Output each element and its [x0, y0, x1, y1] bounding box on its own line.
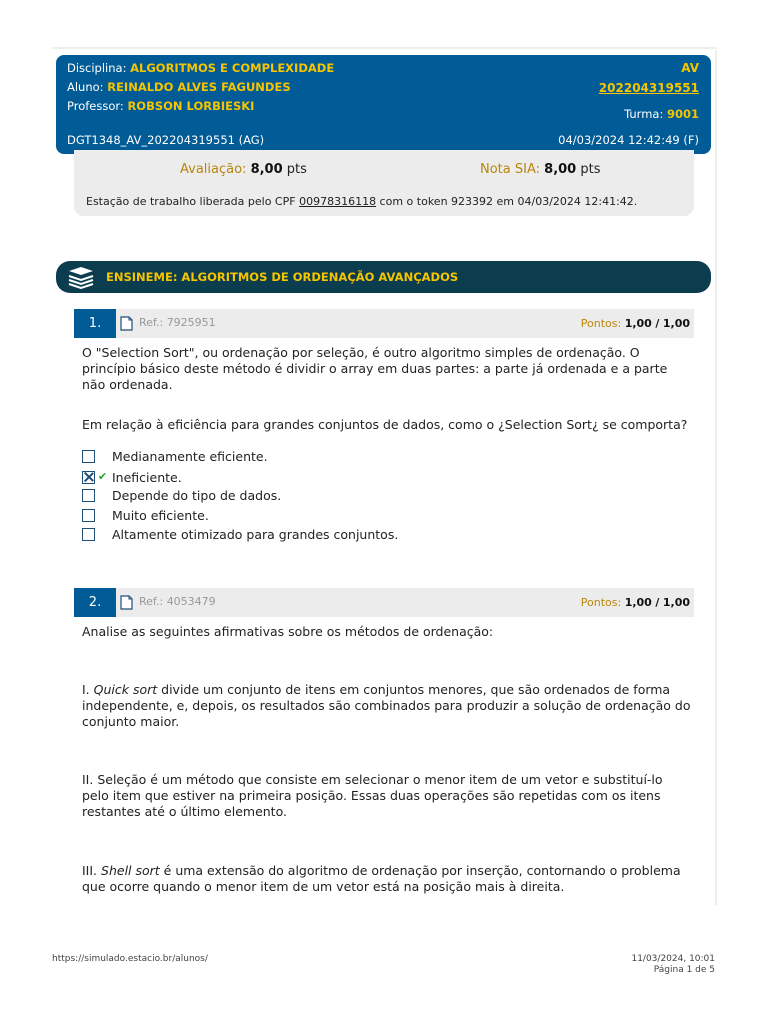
footer-datetime: 11/03/2024, 10:01: [631, 954, 715, 964]
exam-type: AV: [681, 61, 699, 75]
question-number: 2.: [74, 588, 116, 617]
statement-1: [82, 682, 692, 730]
professor-row: [67, 99, 254, 113]
question-text: O "Selection Sort", ou ordenação por seleção, é outro algoritmo simples de ordenação. O princípio básico deste método é dividir o array em duas partes: a parte já ordenada e a parte não ordenada.: [82, 345, 668, 392]
sia-value: 8,00: [544, 162, 577, 177]
section-title: ENSINEME: ALGORITMOS DE ORDENAÇÃO AVANÇADOS: [106, 270, 459, 284]
question-points: [581, 317, 690, 330]
student-value: REINALDO ALVES FAGUNDES: [107, 80, 291, 94]
student-row: [67, 80, 291, 94]
discipline-row: [67, 61, 334, 75]
statement-3-prefix: III.: [82, 863, 102, 878]
exam-header: [56, 55, 711, 154]
evaluation-label: Avaliação:: [180, 162, 247, 177]
grades-panel: [74, 150, 694, 216]
sia-grade: [480, 162, 601, 177]
registration-link[interactable]: 202204319551: [598, 81, 699, 95]
station-text-after: com o token 923392 em 04/03/2024 12:41:42.: [376, 195, 638, 208]
books-icon: [66, 265, 96, 289]
evaluation-unit: pts: [286, 162, 307, 177]
question-number: 1.: [74, 309, 116, 338]
checkbox-icon[interactable]: [82, 489, 95, 502]
points-separator: /: [655, 596, 660, 609]
station-text-before: Estação de trabalho liberada pelo CPF: [86, 195, 300, 208]
professor-label: Professor:: [67, 99, 124, 113]
points-total: 1,00: [662, 317, 690, 330]
station-info: [86, 195, 637, 208]
document-icon[interactable]: [120, 595, 133, 610]
question-intro: Analise as seguintes afirmativas sobre os métodos de ordenação:: [82, 624, 494, 639]
question-points: [581, 596, 690, 609]
option-label: Depende do tipo de dados.: [112, 488, 282, 503]
checked-checkbox-icon[interactable]: [82, 471, 95, 484]
sia-unit: pts: [580, 162, 601, 177]
statement-1-emphasis: Quick sort: [93, 682, 158, 697]
points-label: Pontos:: [580, 596, 622, 609]
class-label: Turma:: [624, 107, 664, 121]
question-header: [74, 309, 694, 338]
sia-label: Nota SIA:: [480, 162, 541, 177]
right-divider: [715, 50, 717, 905]
points-obtained: 1,00: [624, 317, 652, 330]
station-cpf-link[interactable]: 00978316118: [299, 195, 377, 208]
question-header: [74, 588, 694, 617]
question-prompt: Em relação à eficiência para grandes conjuntos de dados, como o ¿Selection Sort¿ se comporta?: [82, 417, 688, 432]
class-value: 9001: [666, 107, 699, 121]
checkbox-icon[interactable]: [82, 450, 95, 463]
discipline-value: ALGORITMOS E COMPLEXIDADE: [130, 61, 335, 75]
option-label: Muito eficiente.: [112, 508, 209, 523]
statement-1-text: divide um conjunto de itens em conjuntos menores, que são ordenados de forma independente, e, depois, os resultados são combinados para produzir a solução de ordenação do conjunto maior.: [82, 682, 691, 729]
checkbox-icon[interactable]: [82, 509, 95, 522]
footer-info: [631, 954, 715, 976]
points-total: 1,00: [662, 596, 690, 609]
footer-url: https://simulado.estacio.br/alunos/: [52, 954, 208, 964]
option-label: Ineficiente.: [112, 470, 182, 485]
top-divider: [52, 47, 717, 49]
points-separator: /: [655, 317, 660, 330]
points-obtained: 1,00: [624, 596, 652, 609]
question-ref: Ref.: 7925951: [139, 316, 216, 329]
points-label: Pontos:: [580, 317, 622, 330]
question-ref: Ref.: 4053479: [139, 595, 216, 608]
statement-3: [82, 863, 692, 895]
statement-3-emphasis: Shell sort: [101, 863, 160, 878]
option-label: Medianamente eficiente.: [112, 449, 268, 464]
statement-1-prefix: I.: [82, 682, 94, 697]
exam-code: DGT1348_AV_202204319551 (AG): [67, 133, 265, 147]
evaluation-grade: [180, 162, 307, 177]
option-label: Altamente otimizado para grandes conjuntos.: [112, 527, 399, 542]
footer-page: Página 1 de 5: [653, 965, 715, 975]
document-icon[interactable]: [120, 316, 133, 331]
correct-check-icon: ✔: [98, 470, 108, 483]
exam-datetime: 04/03/2024 12:42:49 (F): [558, 133, 699, 147]
statement-3-text: é uma extensão do algoritmo de ordenação por inserção, contornando o problema que ocorre quando o menor item de um vetor está na posição mais à direita.: [82, 863, 681, 894]
section-header: [56, 261, 711, 293]
checkbox-icon[interactable]: [82, 528, 95, 541]
class-row: [624, 107, 699, 121]
professor-value: ROBSON LORBIESKI: [127, 99, 255, 113]
discipline-label: Disciplina:: [67, 61, 127, 75]
student-label: Aluno:: [67, 80, 104, 94]
statement-2: II. Seleção é um método que consiste em selecionar o menor item de um vetor e substituí-lo pelo item que estiver na primeira posição. Essas duas operações são repetidas com os itens restantes até o último elemento.: [82, 772, 663, 819]
evaluation-value: 8,00: [250, 162, 283, 177]
